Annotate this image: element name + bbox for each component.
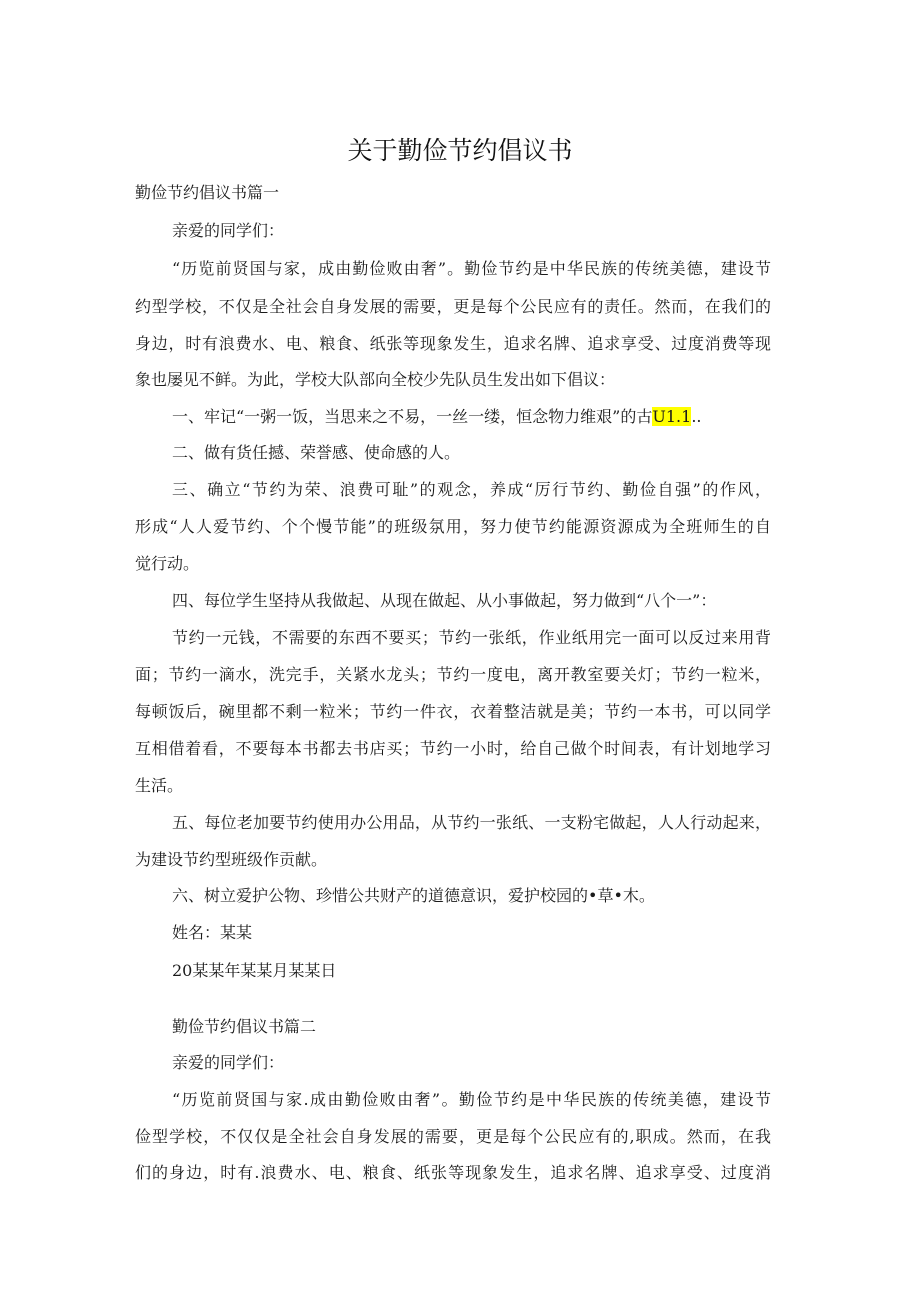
item-1-end: .. (691, 407, 702, 426)
para2-line1: “历览前贤国与家.成由勤俭败由奢”。勤俭节约是中华民族的传统美德，建设节 (172, 1090, 771, 1109)
section1-heading: 勤俭节约倡议书篇一 (135, 183, 280, 202)
item-3-line2: 形成“人人爱节约、个个慢节能”的班级氛用，努力使节约能源资源成为全班师生的自 (135, 517, 771, 536)
item-5-line2: 为建设节约型班级作贡献。 (135, 850, 328, 869)
eight-ones-line5: 生活。 (135, 776, 184, 795)
signature-date: 20某某年某某月某某日 (172, 961, 337, 980)
section2-heading: 勤俭节约倡议书篇二 (172, 1017, 317, 1036)
para2-line3: 们的身边，时有.浪费水、电、粮食、纸张等现象发生，追求名牌、追求享受、过度消 (135, 1163, 771, 1182)
para1-line4: 象也屡见不鲜。为此，学校大队部向全校少先队员生发出如下倡议： (135, 370, 616, 389)
item-1-text: 一、牢记“一粥一饭，当思来之不易，一丝一缕，恒念物力维艰”的古 (172, 407, 653, 426)
item-4: 四、每位学生坚持从我做起、从现在做起、从小事做起，努力做到“八个一”： (172, 591, 717, 610)
highlighted-text: U1.1 (652, 407, 692, 426)
para2-line2: 俭型学校，不仅仅是全社会自身发展的需要，更是每个公民应有的,职成。然而，在我 (135, 1127, 771, 1146)
eight-ones-line4: 互相借着看，不要每本书都去书店买；节约一小时，给自己做个时间表，有计划地学习 (135, 739, 771, 758)
item-2: 二、做有货任撼、荣誉感、使命感的人。 (172, 443, 461, 462)
greeting-1: 亲爱的同学们： (172, 221, 285, 240)
para1-line2: 约型学校，不仅是全社会自身发展的需要，更是每个公民应有的责任。然而，在我们的 (135, 297, 771, 316)
item-3-line1: 三、确立“节约为荣、浪费可耻”的观念，养成“厉行节约、勤俭自强”的作风， (172, 480, 771, 499)
item-1 (172, 407, 701, 427)
eight-ones-line1: 节约一元钱，不需要的东西不要买；节约一张纸，作业纸用完一面可以反过来用背 (172, 628, 771, 647)
eight-ones-line3: 每顿饭后，碗里都不剩一粒米；节约一件衣，衣着整洁就是美；节约一本书，可以同学 (135, 702, 771, 721)
document-title: 关于勤俭节约倡议书 (347, 136, 573, 165)
item-6: 六、树立爱护公物、珍惜公共财产的道德意识，爱护校园的•草•木。 (172, 886, 655, 905)
para1-line3: 身边，时有浪费水、电、粮食、纸张等现象发生，追求名牌、追求享受、过度消费等现 (135, 334, 771, 353)
signature-name: 姓名：某某 (172, 923, 253, 942)
item-3-line3: 觉行动。 (135, 554, 200, 573)
greeting-2: 亲爱的同学们： (172, 1053, 285, 1072)
item-5-line1: 五、每位老加要节约使用办公用品，从节约一张纸、一支粉宅做起，人人行动起来， (172, 813, 771, 832)
para1-line1: “历览前贤国与家，成由勤俭败由奢”。勤俭节约是中华民族的传统美德，建设节 (172, 259, 771, 278)
eight-ones-line2: 面；节约一滴水，洗完手，关紧水龙头；节约一度电，离开教室要关灯；节约一粒米， (135, 665, 771, 684)
